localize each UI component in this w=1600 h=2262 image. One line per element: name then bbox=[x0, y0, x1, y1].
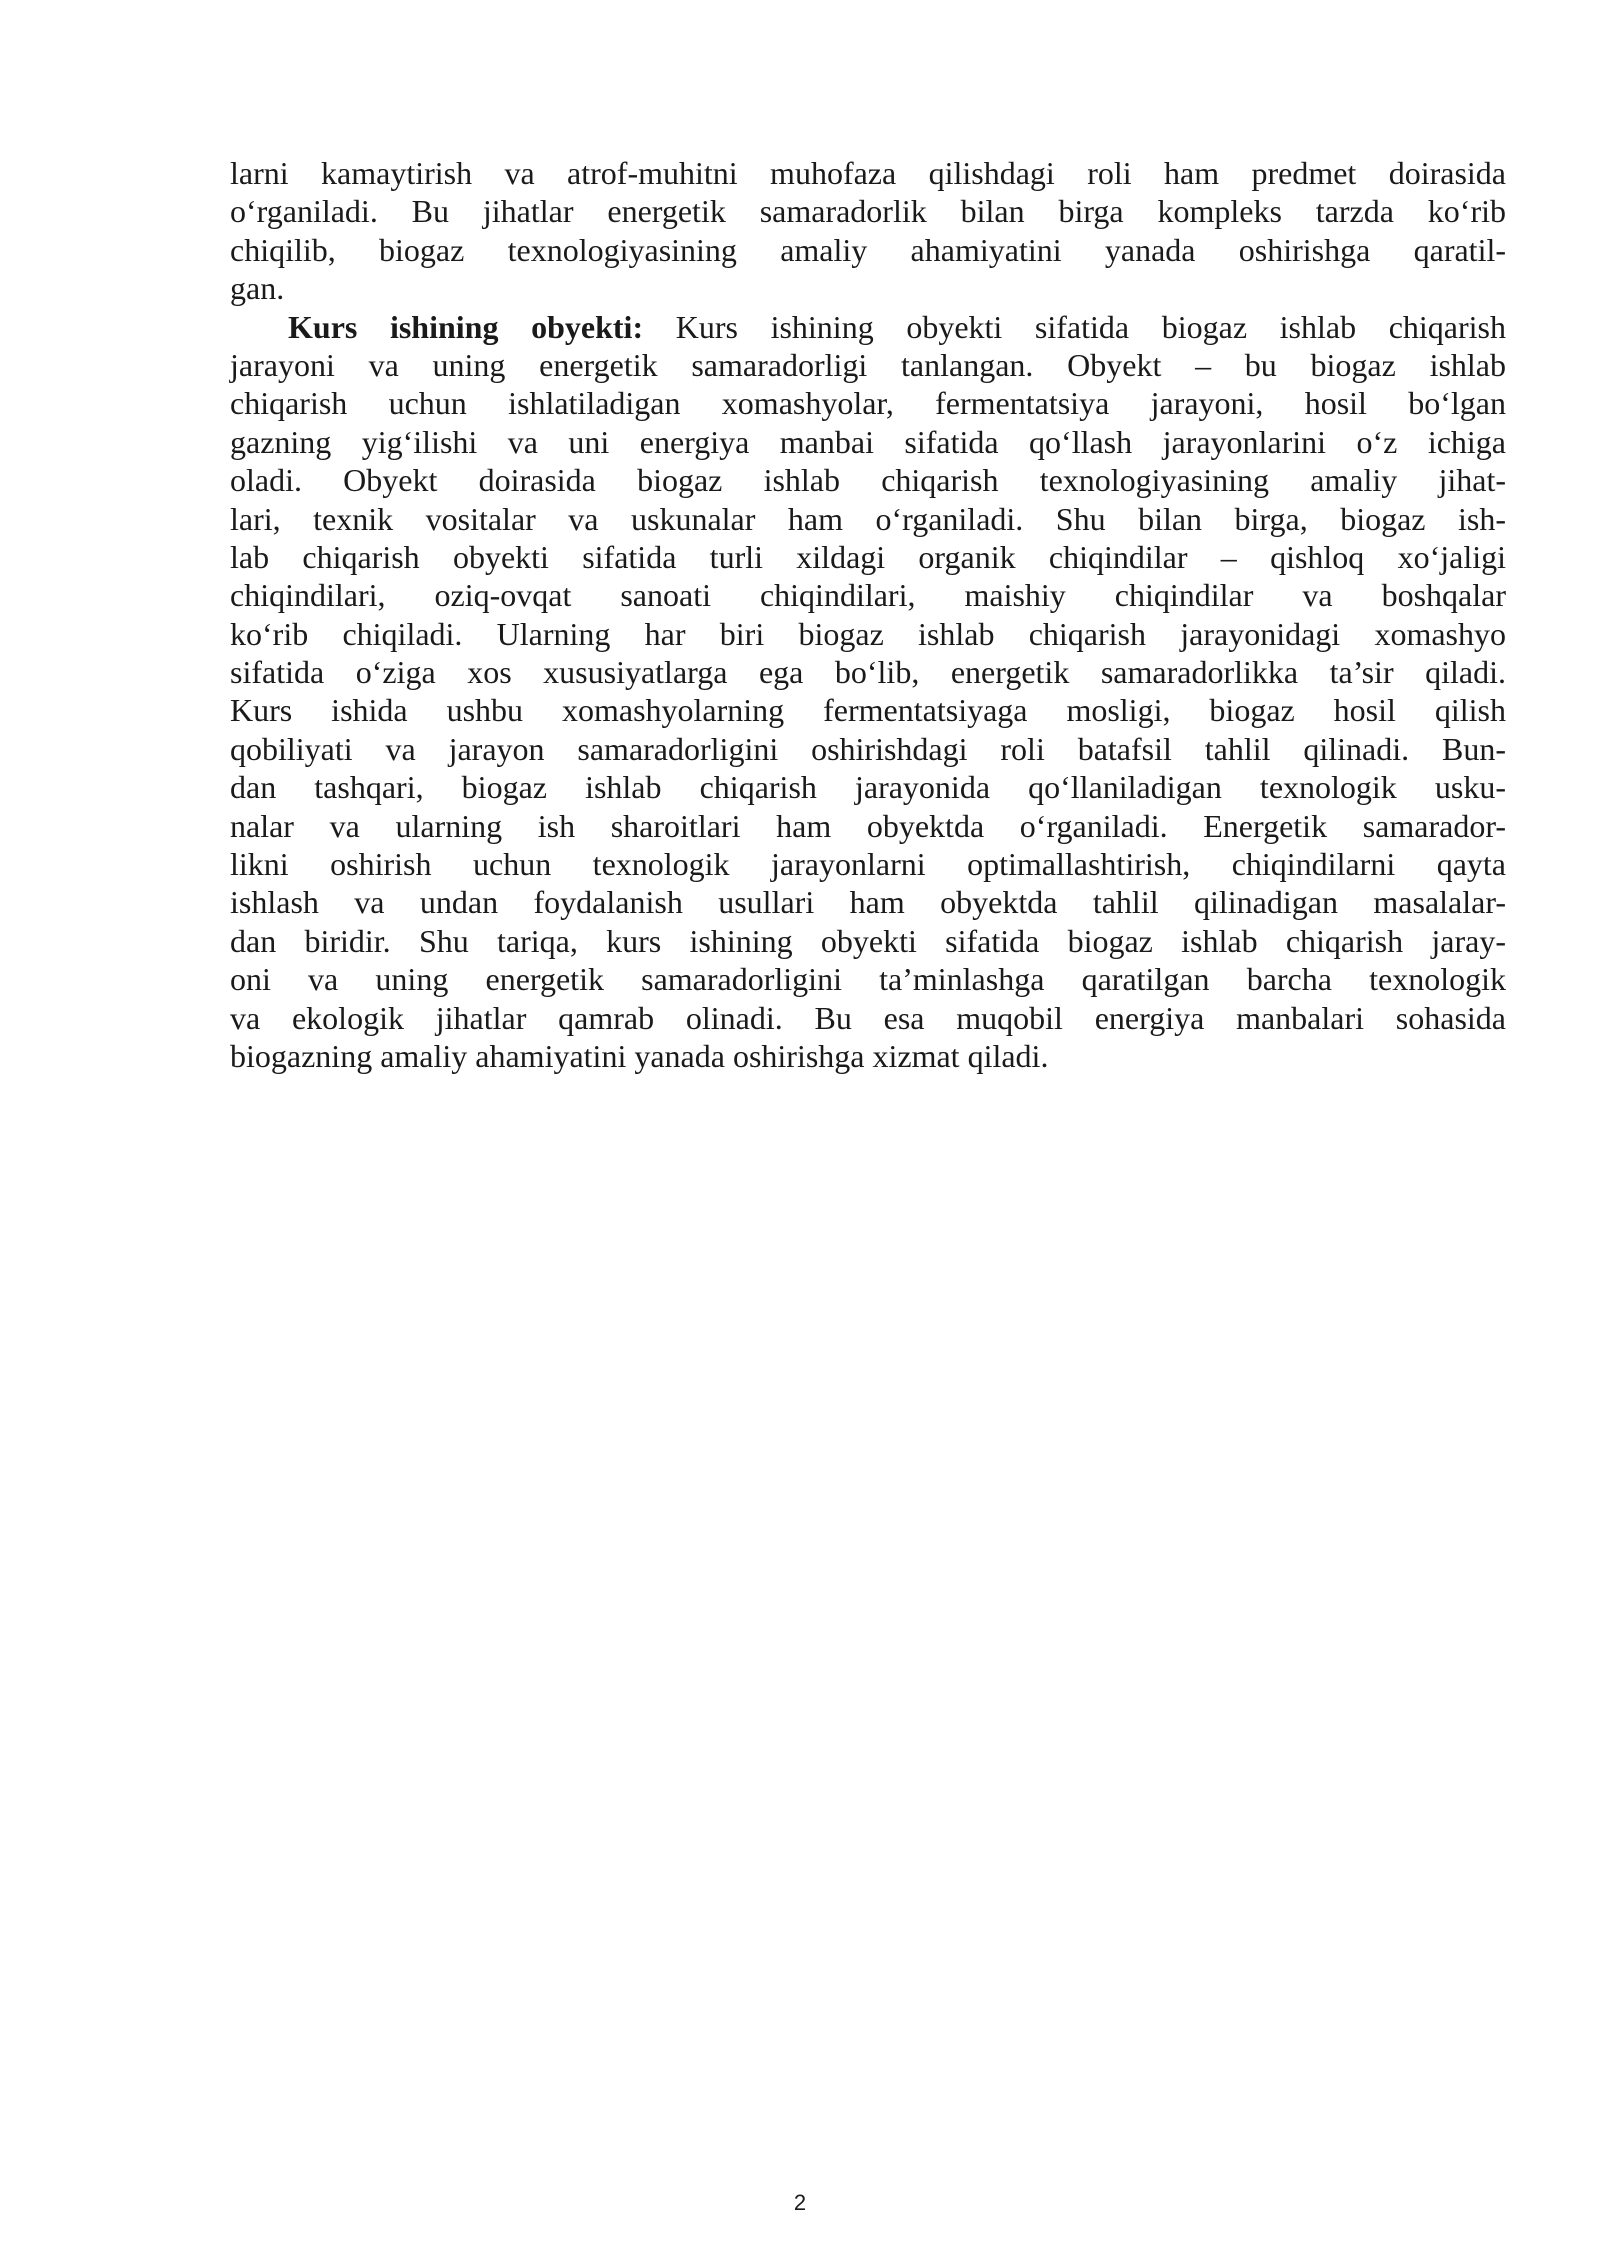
text-line: chiqarish uchun ishlatiladigan xomashyolar, fermentatsiya jarayoni, hosil bo‘lgan bbox=[230, 385, 1506, 422]
page-number: 2 bbox=[793, 2190, 807, 2215]
text-line: Kurs ishida ushbu xomashyolarning fermentatsiyaga mosligi, biogaz hosil qilish bbox=[230, 692, 1506, 729]
text-line: va ekologik jihatlar qamrab olinadi. Bu esa muqobil energiya manbalari sohasida bbox=[230, 999, 1506, 1036]
body-text bbox=[230, 154, 1506, 1075]
text-line: lab chiqarish obyekti sifatida turli xildagi organik chiqindilar – qishloq xo‘jaligi bbox=[230, 538, 1506, 575]
text-line: gan. bbox=[230, 270, 285, 307]
text-line: larni kamaytirish va atrof-muhitni muhofaza qilishdagi roli ham predmet doirasida bbox=[230, 155, 1506, 191]
text-line: jarayoni va uning energetik samaradorligi tanlangan. Obyekt – bu biogaz ishlab bbox=[230, 346, 1506, 383]
text-line: dan tashqari, biogaz ishlab chiqarish jarayonida qo‘llaniladigan texnologik usku- bbox=[230, 769, 1506, 806]
text-line: o‘rganiladi. Bu jihatlar energetik samaradorlik bilan birga kompleks tarzda ko‘rib bbox=[230, 193, 1506, 230]
text-line: oladi. Obyekt doirasida biogaz ishlab chiqarish texnologiyasining amaliy jihat- bbox=[230, 462, 1506, 499]
paragraph-continuation bbox=[230, 154, 1506, 308]
text-line: biogazning amaliy ahamiyatini yanada oshirishga xizmat qiladi. bbox=[230, 1037, 1049, 1074]
text-line: dan biridir. Shu tariqa, kurs ishining obyekti sifatida biogaz ishlab chiqarish jaray- bbox=[230, 922, 1506, 959]
paragraph-object bbox=[230, 308, 1506, 1076]
text-line: ishlash va undan foydalanish usullari ham obyektda tahlil qilinadigan masalalar- bbox=[230, 884, 1506, 921]
text-line bbox=[230, 308, 1506, 346]
text-line: lari, texnik vositalar va uskunalar ham o‘rganiladi. Shu bilan birga, biogaz ish- bbox=[230, 500, 1506, 537]
text-line: nalar va ularning ish sharoitlari ham obyektda o‘rganiladi. Energetik samarador- bbox=[230, 807, 1506, 844]
text-line: ko‘rib chiqiladi. Ularning har biri biogaz ishlab chiqarish jarayonidagi xomashyo bbox=[230, 615, 1506, 652]
section-heading: Kurs ishining obyekti: bbox=[288, 308, 644, 345]
text-line: likni oshirish uchun texnologik jarayonlarni optimallashtirish, chiqindilarni qayta bbox=[230, 846, 1506, 883]
text-line: sifatida o‘ziga xos xususiyatlarga ega bo‘lib, energetik samaradorlikka ta’sir qiladi. bbox=[230, 654, 1506, 691]
text-line: qobiliyati va jarayon samaradorligini oshirishdagi roli batafsil tahlil qilinadi. Bun- bbox=[230, 730, 1506, 767]
text-line: oni va uning energetik samaradorligini ta’minlashga qaratilgan barcha texnologik bbox=[230, 961, 1506, 998]
heading-line-rest: Kurs ishining obyekti sifatida biogaz ishlab chiqarish bbox=[643, 308, 1507, 345]
text-line: gazning yig‘ilishi va uni energiya manbai sifatida qo‘llash jarayonlarini o‘z ichiga bbox=[230, 423, 1506, 460]
text-line: chiqilib, biogaz texnologiyasining amaliy ahamiyatini yanada oshirishga qaratil- bbox=[230, 231, 1506, 268]
text-line: chiqindilari, oziq-ovqat sanoati chiqindilari, maishiy chiqindilar va boshqalar bbox=[230, 577, 1506, 614]
